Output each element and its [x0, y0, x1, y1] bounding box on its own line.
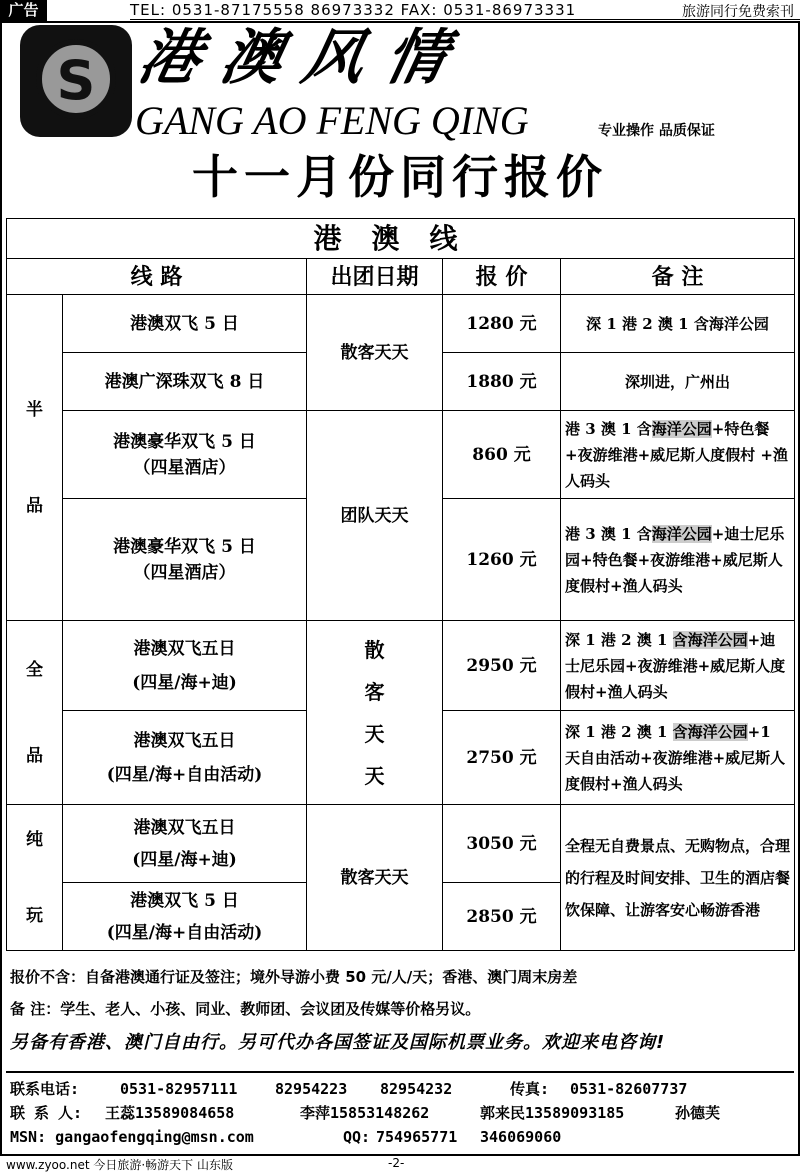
date-char: 散	[364, 637, 385, 662]
price-table	[6, 218, 795, 951]
category-full-char: 品	[26, 745, 43, 766]
route-line: 港澳广深珠双飞 8 日	[104, 371, 265, 392]
page-number: -2-	[388, 1156, 405, 1170]
header-price: 报 价	[443, 259, 561, 295]
route-cell	[63, 711, 307, 805]
brand-slogan: 专业操作 品质保证	[598, 123, 715, 139]
route-cell	[63, 411, 307, 499]
top-divider	[130, 19, 800, 20]
top-contact: TEL: 0531-87175558 86973332 FAX: 0531-86973331	[130, 1, 577, 19]
remark-text: 备 注：学生、老人、小孩、同业、教师团、会议团及传媒等价格另议。	[10, 1000, 481, 1018]
price-cell: 2950 元	[443, 621, 561, 711]
route-cell	[63, 499, 307, 621]
route-line: 港澳豪华双飞 5 日	[113, 431, 256, 452]
route-line: （四星酒店）	[133, 562, 236, 583]
person-4: 孙德芙	[675, 1104, 721, 1122]
footer-site: www.zyoo.net 今日旅游·畅游天下 山东版	[6, 1158, 233, 1172]
category-half-char: 半	[26, 399, 43, 420]
price-cell: 1880 元	[443, 353, 561, 411]
date-char: 客	[364, 679, 385, 704]
top-right-text: 旅游同行免费索刊	[682, 4, 794, 20]
route-line: (四星/海+自由活动)	[106, 922, 263, 943]
date-cell: 团队天天	[307, 411, 443, 621]
spacer	[7, 438, 62, 478]
route-line: 港澳双飞 5 日	[130, 313, 239, 334]
date-cell	[307, 621, 443, 805]
ad-label: 广告	[0, 0, 47, 21]
route-title: 港澳线	[7, 219, 795, 259]
price-cell: 1280 元	[443, 295, 561, 353]
top-bar	[0, 0, 800, 21]
route-line: （四星酒店）	[133, 457, 236, 478]
header-date: 出团日期	[307, 259, 443, 295]
header-note: 备 注	[561, 259, 795, 295]
category-pure	[7, 805, 63, 951]
logo-letter: S	[56, 49, 96, 112]
category-pure-char: 玩	[26, 905, 43, 926]
route-cell	[63, 883, 307, 951]
person-1: 王蕊13589084658	[105, 1104, 235, 1122]
note-cell: 深 1 港 2 澳 1 含海洋公园	[561, 295, 795, 353]
brand-name-cn: 港澳风情	[132, 23, 476, 93]
phone-label: 联系电话:	[10, 1080, 80, 1098]
category-full-char: 全	[26, 659, 43, 680]
exclude-text: 报价不含：自备港澳通行证及签注；境外导游小费 50 元/人/天；香港、澳门周末房差	[10, 968, 578, 986]
price-cell: 2750 元	[443, 711, 561, 805]
route-line: 港澳双飞五日	[133, 817, 236, 838]
info-section	[10, 964, 795, 1056]
category-half	[7, 295, 63, 621]
price-cell: 860 元	[443, 411, 561, 499]
route-cell	[63, 295, 307, 353]
route-line: 港澳双飞五日	[133, 638, 236, 659]
route-line: 港澳豪华双飞 5 日	[113, 536, 256, 557]
page-title: 十一月份同行报价	[192, 150, 608, 204]
route-line: 港澳双飞五日	[133, 730, 236, 751]
route-cell	[63, 353, 307, 411]
route-line: 港澳双飞 5 日	[130, 890, 239, 911]
header-route: 线 路	[7, 259, 307, 295]
date-char: 天	[364, 721, 385, 746]
phone-2: 82954223	[275, 1080, 348, 1098]
contact-divider	[6, 1071, 794, 1073]
route-line: (四星/海+迪)	[132, 672, 237, 693]
date-cell: 散客天天	[307, 805, 443, 951]
qq-label: QQ:	[343, 1128, 371, 1146]
person-3: 郭来民13589093185	[480, 1104, 625, 1122]
date-cell: 散客天天	[307, 295, 443, 411]
person-label: 联 系 人:	[10, 1104, 83, 1122]
person-2: 李萍15853148262	[300, 1104, 430, 1122]
price-cell: 3050 元	[443, 805, 561, 883]
fax-number: 0531-82607737	[570, 1080, 688, 1098]
note-cell: 港 3 澳 1 含海洋公园+特色餐+夜游维港+威尼斯人度假村 +渔人码头	[561, 411, 795, 499]
note-cell: 深 1 港 2 澳 1 含海洋公园+迪士尼乐园+夜游维港+威尼斯人度假村+渔人码头	[561, 621, 795, 711]
brand-name-en: GANG AO FENG QING	[135, 98, 529, 143]
category-full	[7, 621, 63, 805]
service-banner: 另备有香港、澳门自由行。另可代办各国签证及国际机票业务。欢迎来电咨询!	[10, 1032, 666, 1053]
price-cell: 1260 元	[443, 499, 561, 621]
category-half-char: 品	[26, 495, 43, 516]
qq-2: 346069060	[480, 1128, 562, 1146]
phone-1: 0531-82957111	[120, 1080, 238, 1098]
category-pure-char: 纯	[26, 829, 43, 850]
route-line: (四星/海+迪)	[132, 849, 237, 870]
logo	[20, 25, 132, 137]
route-line: (四星/海+自由活动)	[106, 764, 263, 785]
note-cell: 全程无自费景点、无购物点，合理的行程及时间安排、卫生的酒店餐饮保障、让游客安心畅游香港	[561, 805, 795, 951]
route-cell	[63, 805, 307, 883]
phone-3: 82954232	[380, 1080, 453, 1098]
note-cell: 深 1 港 2 澳 1 含海洋公园+1 天自由活动+夜游维港+威尼斯人度假村+渔人码头	[561, 711, 795, 805]
note-cell: 港 3 澳 1 含海洋公园+迪士尼乐园+特色餐+夜游维港+威尼斯人度假村+渔人码头	[561, 499, 795, 621]
fax-label: 传真:	[510, 1080, 550, 1098]
route-cell	[63, 621, 307, 711]
spacer	[7, 868, 62, 888]
spacer	[7, 698, 62, 728]
date-char: 天	[364, 763, 385, 788]
qq-1: 754965771	[376, 1128, 458, 1146]
price-cell: 2850 元	[443, 883, 561, 951]
msn-contact: MSN: gangaofengqing@msn.com	[10, 1128, 254, 1146]
note-cell: 深圳进，广州出	[561, 353, 795, 411]
